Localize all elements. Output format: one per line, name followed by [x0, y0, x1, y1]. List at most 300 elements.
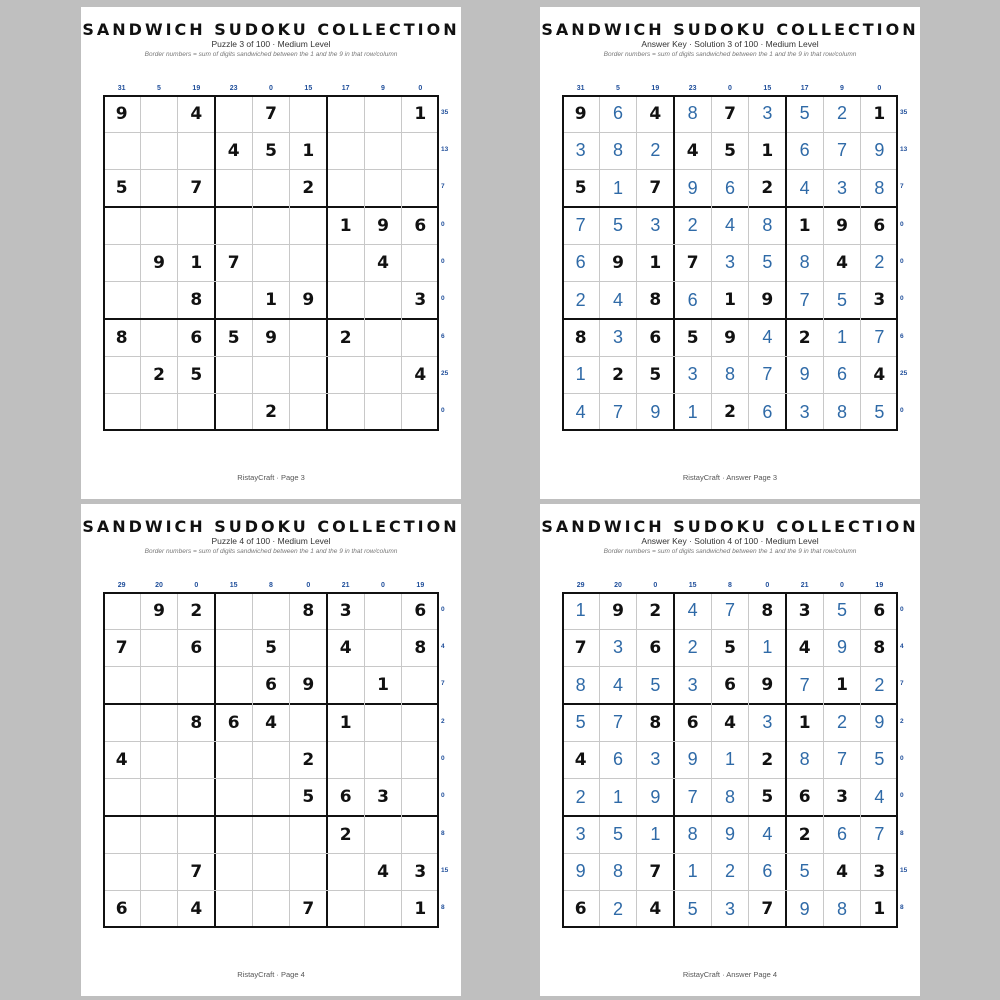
given-digit-cell: 9: [302, 290, 315, 311]
solution-digit-cell: 4: [762, 824, 773, 845]
row-clue: 2: [900, 717, 904, 725]
solution-digit-cell: 3: [762, 712, 773, 733]
page-footer: RistayCraft · Page 4: [237, 970, 305, 979]
solution-digit-cell: 9: [836, 637, 847, 658]
empty-cell: [364, 95, 401, 132]
solution-digit-cell: 2: [575, 289, 586, 310]
given-digit-cell: 1: [339, 712, 352, 733]
row-clue: 25: [900, 370, 908, 377]
given-digit-cell: 7: [724, 103, 736, 124]
solution-digit-cell: 7: [874, 327, 885, 348]
given-digit-cell: 8: [574, 327, 587, 348]
given-digit-cell: 3: [873, 861, 886, 882]
empty-cell: [140, 816, 177, 853]
given-digit-cell: 4: [190, 103, 203, 124]
row-clue: 7: [441, 183, 445, 191]
given-digit-cell: 3: [873, 290, 886, 311]
page-subtitle: Answer Key · Solution 4 of 100 · Medium Level: [641, 536, 819, 546]
empty-cell: [402, 394, 439, 431]
given-digit-cell: 1: [724, 290, 736, 311]
empty-cell: [103, 779, 140, 816]
solution-digit-cell: 8: [687, 824, 698, 845]
solution-digit-cell: 5: [799, 861, 810, 882]
empty-cell: [402, 667, 439, 704]
solution-digit-cell: 8: [575, 674, 586, 695]
empty-cell: [364, 356, 401, 393]
empty-cell: [290, 356, 327, 393]
solution-digit-cell: 5: [836, 289, 847, 310]
solution-digit-cell: 5: [687, 898, 698, 919]
empty-cell: [103, 592, 140, 629]
solution-digit-cell: 5: [612, 824, 623, 845]
solution-digit-cell: 9: [687, 177, 698, 198]
given-digit-cell: 6: [649, 327, 662, 348]
given-digit-cell: 2: [761, 749, 774, 770]
column-clue: 8: [728, 582, 732, 589]
empty-cell: [327, 95, 364, 132]
given-digit-cell: 1: [649, 252, 662, 273]
given-digit-cell: 5: [190, 364, 203, 385]
empty-cell: [140, 779, 177, 816]
column-clue: 19: [651, 85, 660, 92]
given-digit-cell: 1: [414, 103, 427, 124]
given-digit-cell: 5: [115, 178, 128, 199]
given-digit-cell: 9: [265, 327, 277, 348]
given-digit-cell: 9: [302, 675, 315, 696]
solution-digit-cell: 9: [724, 824, 735, 845]
solution-digit-cell: 8: [687, 103, 698, 124]
given-digit-cell: 6: [190, 637, 203, 658]
empty-cell: [140, 319, 177, 356]
column-clues: [562, 85, 898, 95]
column-clue: 0: [877, 85, 882, 92]
given-digit-cell: 5: [227, 327, 240, 348]
given-digit-cell: 3: [836, 787, 848, 808]
solution-digit-cell: 8: [874, 177, 885, 198]
solution-digit-cell: 6: [762, 401, 773, 422]
column-clue: 9: [381, 85, 385, 92]
answer-page-3: [540, 7, 920, 499]
given-digit-cell: 4: [574, 749, 587, 770]
solution-digit-cell: 8: [762, 215, 773, 236]
empty-cell: [327, 891, 364, 928]
row-clue: 0: [900, 258, 904, 265]
solution-digit-cell: 6: [575, 252, 586, 273]
solution-digit-cell: 9: [799, 898, 810, 919]
solution-digit-cell: 2: [575, 786, 586, 807]
solution-digit-cell: 8: [724, 364, 735, 385]
given-digit-cell: 6: [686, 712, 699, 733]
column-clue: 20: [614, 582, 622, 589]
given-digit-cell: 7: [649, 861, 662, 882]
solution-digit-cell: 4: [612, 289, 623, 310]
solution-digit-cell: 4: [575, 401, 586, 422]
solution-digit-cell: 1: [575, 600, 586, 621]
solution-digit-cell: 1: [687, 861, 698, 882]
solution-digit-cell: 4: [612, 674, 623, 695]
solution-digit-cell: 8: [612, 861, 623, 882]
column-clue: 0: [306, 582, 311, 589]
solution-digit-cell: 2: [836, 712, 847, 733]
empty-cell: [364, 170, 401, 207]
empty-cell: [402, 741, 439, 778]
solution-digit-cell: 3: [575, 140, 586, 161]
solution-digit-cell: 5: [874, 401, 885, 422]
given-digit-cell: 2: [798, 824, 811, 845]
solution-digit-cell: 3: [575, 824, 586, 845]
solution-digit-cell: 9: [575, 861, 586, 882]
given-digit-cell: 3: [414, 861, 427, 882]
given-digit-cell: 2: [724, 402, 736, 423]
empty-cell: [178, 132, 215, 169]
page-footer: RistayCraft · Page 3: [237, 473, 305, 482]
empty-cell: [178, 816, 215, 853]
empty-cell: [215, 592, 252, 629]
empty-cell: [364, 816, 401, 853]
given-digit-cell: 4: [227, 140, 240, 161]
given-digit-cell: 6: [873, 600, 886, 621]
row-clue: 7: [900, 183, 904, 191]
given-digit-cell: 7: [302, 899, 315, 920]
empty-cell: [252, 207, 289, 244]
given-digit-cell: 1: [798, 215, 811, 236]
given-digit-cell: 4: [414, 364, 427, 385]
empty-cell: [402, 704, 439, 741]
empty-cell: [215, 667, 252, 704]
empty-cell: [290, 816, 327, 853]
solution-digit-cell: 3: [724, 898, 735, 919]
empty-cell: [252, 779, 289, 816]
column-clue: 15: [229, 582, 238, 589]
solution-digit-cell: 2: [650, 140, 661, 161]
solution-digit-cell: 6: [612, 103, 623, 124]
given-digit-cell: 4: [339, 637, 352, 658]
given-digit-cell: 6: [414, 600, 427, 621]
page-subtitle: Puzzle 4 of 100 · Medium Level: [211, 536, 331, 546]
empty-cell: [402, 170, 439, 207]
empty-cell: [103, 816, 140, 853]
given-digit-cell: 7: [649, 178, 662, 199]
solution-digit-cell: 3: [724, 252, 735, 273]
row-clue: 0: [441, 792, 445, 800]
empty-cell: [140, 667, 177, 704]
solution-digit-cell: 3: [612, 637, 623, 658]
row-clue: 4: [900, 643, 904, 650]
solution-digit-cell: 9: [874, 140, 885, 161]
empty-cell: [178, 207, 215, 244]
answer-page-4: [540, 504, 920, 996]
solution-digit-cell: 2: [724, 861, 735, 882]
given-digit-cell: 4: [265, 712, 277, 733]
given-digit-cell: 1: [761, 140, 774, 161]
column-clue: 5: [616, 85, 620, 92]
empty-cell: [215, 95, 252, 132]
solution-digit-cell: 2: [874, 674, 885, 695]
solution-digit-cell: 3: [612, 327, 623, 348]
solution-digit-cell: 3: [650, 749, 661, 770]
empty-cell: [215, 356, 252, 393]
page-title: SANDWICH SUDOKU COLLECTION: [82, 20, 460, 39]
empty-cell: [290, 319, 327, 356]
empty-cell: [140, 207, 177, 244]
row-clue: 7: [900, 680, 904, 688]
given-digit-cell: 2: [265, 402, 277, 423]
solution-digit-cell: 1: [612, 786, 623, 807]
empty-cell: [290, 629, 327, 666]
empty-cell: [290, 853, 327, 890]
solution-digit-cell: 9: [799, 364, 810, 385]
empty-cell: [327, 853, 364, 890]
given-digit-cell: 9: [153, 600, 165, 621]
solution-digit-cell: 2: [836, 103, 847, 124]
given-digit-cell: 9: [836, 215, 848, 236]
empty-cell: [215, 816, 252, 853]
rule-text: Border numbers = sum of digits sandwiched between the 1 and the 9 in that row/column: [603, 548, 857, 555]
empty-cell: [252, 891, 289, 928]
empty-cell: [215, 779, 252, 816]
solution-digit-cell: 8: [724, 786, 735, 807]
empty-cell: [402, 319, 439, 356]
empty-cell: [103, 244, 140, 281]
column-clue: 20: [155, 582, 163, 589]
given-digit-cell: 7: [227, 252, 240, 273]
solution-digit-cell: 8: [799, 252, 810, 273]
column-clue: 31: [576, 85, 585, 92]
empty-cell: [364, 629, 401, 666]
column-clue: 0: [765, 582, 770, 589]
given-digit-cell: 3: [339, 600, 352, 621]
empty-cell: [215, 170, 252, 207]
given-digit-cell: 7: [190, 178, 203, 199]
given-digit-cell: 7: [190, 861, 203, 882]
column-clue: 19: [416, 582, 425, 589]
given-digit-cell: 5: [686, 327, 699, 348]
empty-cell: [252, 170, 289, 207]
row-clue: 0: [900, 220, 904, 228]
column-clue: 9: [840, 85, 844, 92]
solution-digit-cell: 5: [836, 600, 847, 621]
column-clue: 31: [117, 85, 126, 92]
solution-digit-cell: 9: [650, 786, 661, 807]
sudoku-grid: [562, 592, 898, 928]
given-digit-cell: 9: [153, 252, 165, 273]
given-digit-cell: 5: [724, 140, 736, 161]
empty-cell: [215, 891, 252, 928]
solution-digit-cell: 8: [836, 898, 847, 919]
given-digit-cell: 2: [302, 178, 315, 199]
empty-cell: [290, 704, 327, 741]
empty-cell: [215, 207, 252, 244]
given-digit-cell: 2: [761, 178, 774, 199]
row-clue: 2: [441, 717, 445, 725]
column-clue: 15: [688, 582, 697, 589]
solution-digit-cell: 7: [575, 215, 586, 236]
row-clue: 4: [441, 643, 445, 650]
solution-digit-cell: 8: [799, 749, 810, 770]
given-digit-cell: 4: [836, 861, 848, 882]
page-title: SANDWICH SUDOKU COLLECTION: [82, 517, 460, 536]
given-digit-cell: 8: [190, 290, 203, 311]
empty-cell: [364, 741, 401, 778]
given-digit-cell: 4: [873, 364, 886, 385]
column-clue: 17: [800, 85, 809, 92]
column-clue: 0: [840, 582, 844, 589]
solution-digit-cell: 8: [836, 401, 847, 422]
empty-cell: [327, 170, 364, 207]
empty-cell: [178, 779, 215, 816]
given-digit-cell: 4: [377, 252, 389, 273]
empty-cell: [140, 741, 177, 778]
row-clue: 13: [900, 146, 908, 153]
empty-cell: [252, 244, 289, 281]
row-clue: 35: [441, 108, 449, 116]
given-digit-cell: 4: [115, 749, 128, 770]
empty-cell: [140, 891, 177, 928]
given-digit-cell: 4: [190, 899, 203, 920]
solution-digit-cell: 4: [874, 786, 885, 807]
empty-cell: [215, 282, 252, 319]
row-clue: 25: [441, 370, 449, 377]
solution-digit-cell: 5: [874, 749, 885, 770]
given-digit-cell: 8: [414, 637, 427, 658]
empty-cell: [364, 282, 401, 319]
solution-digit-cell: 8: [612, 140, 623, 161]
given-digit-cell: 8: [761, 600, 774, 621]
given-digit-cell: 7: [761, 899, 774, 920]
solution-digit-cell: 6: [836, 824, 847, 845]
column-clue: 8: [269, 582, 273, 589]
given-digit-cell: 8: [649, 712, 662, 733]
empty-cell: [215, 853, 252, 890]
solution-digit-cell: 6: [687, 289, 698, 310]
row-clue: 0: [900, 295, 904, 303]
solution-digit-cell: 5: [762, 252, 773, 273]
row-clue: 8: [900, 904, 904, 912]
given-digit-cell: 2: [649, 600, 662, 621]
row-clue: 7: [441, 680, 445, 688]
given-digit-cell: 1: [377, 675, 389, 696]
given-digit-cell: 4: [649, 103, 662, 124]
row-clue: 13: [441, 146, 449, 153]
page-footer: RistayCraft · Answer Page 4: [682, 970, 778, 979]
empty-cell: [327, 394, 364, 431]
empty-cell: [178, 667, 215, 704]
given-digit-cell: 9: [724, 327, 736, 348]
solution-digit-cell: 3: [762, 103, 773, 124]
column-clue: 0: [418, 85, 423, 92]
column-clue: 29: [576, 582, 585, 589]
empty-cell: [178, 741, 215, 778]
empty-cell: [103, 853, 140, 890]
empty-cell: [178, 394, 215, 431]
empty-cell: [103, 207, 140, 244]
empty-cell: [103, 282, 140, 319]
empty-cell: [215, 394, 252, 431]
given-digit-cell: 9: [612, 252, 624, 273]
row-clue: 0: [441, 605, 445, 613]
given-digit-cell: 5: [265, 637, 277, 658]
given-digit-cell: 1: [302, 140, 315, 161]
given-digit-cell: 9: [612, 600, 624, 621]
given-digit-cell: 8: [649, 290, 662, 311]
empty-cell: [103, 394, 140, 431]
rule-text: Border numbers = sum of digits sandwiched between the 1 and the 9 in that row/column: [603, 51, 857, 58]
sudoku-grid: [103, 592, 439, 928]
given-digit-cell: 5: [302, 787, 315, 808]
column-clue: 21: [800, 582, 809, 589]
rule-text: Border numbers = sum of digits sandwiched between the 1 and the 9 in that row/column: [144, 51, 398, 58]
page-subtitle: Answer Key · Solution 3 of 100 · Medium Level: [641, 39, 819, 49]
empty-cell: [402, 244, 439, 281]
solution-digit-cell: 7: [799, 289, 810, 310]
empty-cell: [327, 667, 364, 704]
given-digit-cell: 2: [339, 327, 352, 348]
column-clue: 17: [341, 85, 350, 92]
empty-cell: [290, 95, 327, 132]
given-digit-cell: 1: [873, 103, 886, 124]
solution-digit-cell: 7: [799, 674, 810, 695]
solution-digit-cell: 9: [687, 749, 698, 770]
given-digit-cell: 7: [115, 637, 128, 658]
solution-digit-cell: 3: [836, 177, 847, 198]
empty-cell: [140, 704, 177, 741]
empty-cell: [252, 853, 289, 890]
row-clue: 15: [441, 867, 449, 874]
solution-digit-cell: 7: [687, 786, 698, 807]
row-clue: 8: [441, 904, 445, 912]
given-digit-cell: 1: [265, 290, 277, 311]
given-digit-cell: 1: [190, 252, 203, 273]
row-clue: 0: [441, 295, 445, 303]
column-clues: [103, 582, 439, 592]
row-clue: 6: [900, 332, 904, 340]
row-clue: 0: [900, 605, 904, 613]
page-title: SANDWICH SUDOKU COLLECTION: [541, 20, 919, 39]
column-clue: 15: [763, 85, 772, 92]
given-digit-cell: 9: [574, 103, 587, 124]
given-digit-cell: 6: [649, 637, 662, 658]
given-digit-cell: 2: [190, 600, 203, 621]
empty-cell: [364, 394, 401, 431]
empty-cell: [140, 132, 177, 169]
given-digit-cell: 9: [761, 290, 774, 311]
row-clue: 0: [441, 407, 445, 415]
empty-cell: [140, 394, 177, 431]
given-digit-cell: 1: [414, 899, 427, 920]
solution-digit-cell: 1: [612, 177, 623, 198]
given-digit-cell: 2: [302, 749, 315, 770]
given-digit-cell: 6: [798, 787, 811, 808]
solution-digit-cell: 7: [874, 824, 885, 845]
page-title: SANDWICH SUDOKU COLLECTION: [541, 517, 919, 536]
empty-cell: [103, 132, 140, 169]
empty-cell: [140, 95, 177, 132]
solution-digit-cell: 2: [687, 637, 698, 658]
column-clue: 19: [875, 582, 884, 589]
given-digit-cell: 3: [377, 787, 389, 808]
solution-digit-cell: 6: [612, 749, 623, 770]
column-clue: 23: [229, 85, 238, 92]
solution-digit-cell: 1: [762, 637, 773, 658]
row-clue: 35: [900, 108, 908, 116]
solution-digit-cell: 5: [575, 712, 586, 733]
given-digit-cell: 8: [115, 327, 128, 348]
given-digit-cell: 7: [686, 252, 699, 273]
puzzle-page-3: [81, 7, 461, 499]
empty-cell: [327, 356, 364, 393]
row-clue: 6: [441, 332, 445, 340]
solution-digit-cell: 7: [724, 600, 735, 621]
